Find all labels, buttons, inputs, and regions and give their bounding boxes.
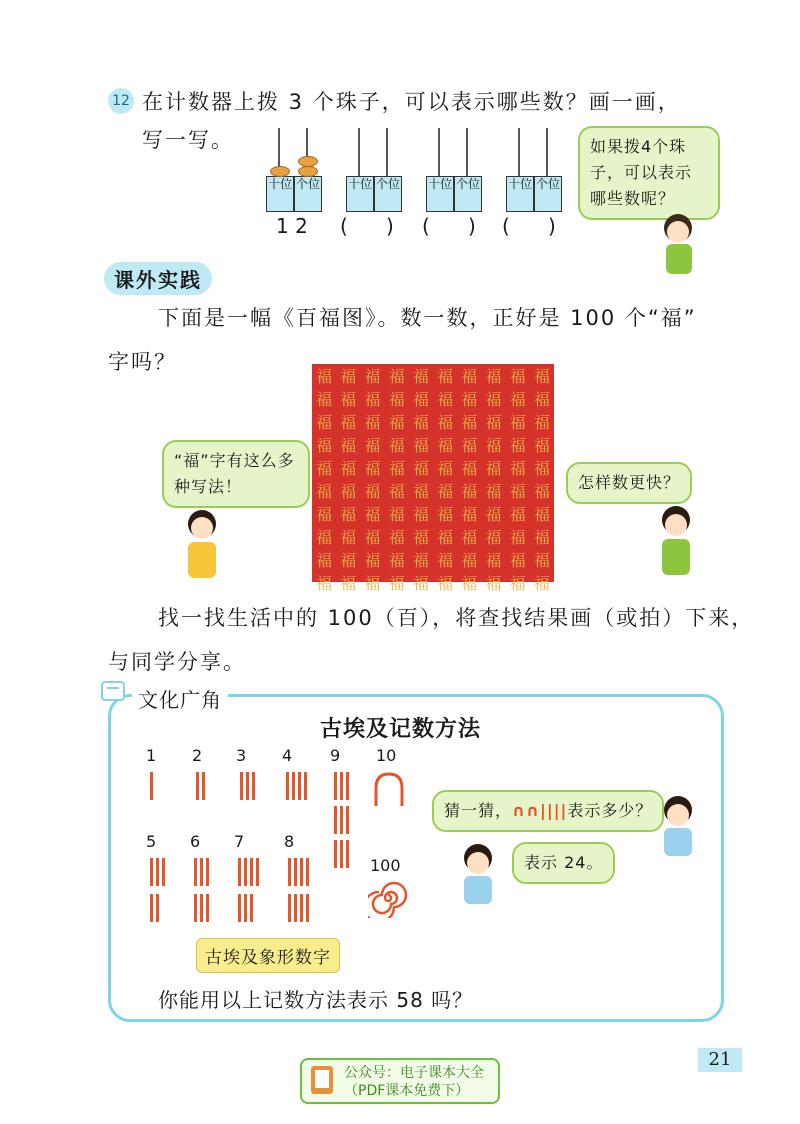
- fu-character: 福: [533, 459, 550, 478]
- guess-suffix: 表示多少？: [567, 801, 653, 820]
- girl-figure-icon: [650, 210, 710, 278]
- place-value-cell: 十位: [426, 176, 454, 212]
- answer-blank-1: ( ): [340, 214, 394, 238]
- tally-stroke: [292, 772, 295, 800]
- tally-stroke: [346, 772, 349, 800]
- fu-character: 福: [412, 367, 429, 386]
- problem-text-line1: 在计数器上拨 3 个珠子，可以表示哪些数？画一画，: [142, 90, 681, 114]
- tally-stroke: [240, 772, 243, 800]
- tally-stroke: [304, 772, 307, 800]
- tally-stroke: [250, 858, 253, 886]
- fu-character: 福: [316, 551, 333, 570]
- abacus: [346, 128, 404, 191]
- fu-character: 福: [485, 390, 502, 409]
- fu-character: 福: [533, 482, 550, 501]
- fu-character: 福: [316, 482, 333, 501]
- fu-character: 福: [316, 436, 333, 455]
- fu-character: 福: [364, 390, 381, 409]
- fu-character: 福: [533, 574, 550, 593]
- fu-character: 福: [485, 413, 502, 432]
- fu-bubble: “福”字有这么多种写法！: [162, 440, 310, 508]
- fu-character: 福: [364, 367, 381, 386]
- answer-bubble: 表示 24。: [512, 842, 615, 884]
- numeral-label: 100: [370, 856, 401, 875]
- tally-stroke: [244, 858, 247, 886]
- answer-blank-2: ( ): [422, 214, 476, 238]
- caption-label: 古埃及象形数字: [196, 938, 340, 973]
- abacus-rod: [386, 128, 388, 176]
- fu-character: 福: [364, 574, 381, 593]
- fu-character: 福: [461, 551, 478, 570]
- fu-character: 福: [461, 528, 478, 547]
- place-value-cell: 个位: [374, 176, 402, 212]
- numeral-label: 2: [192, 746, 203, 765]
- fu-character: 福: [412, 436, 429, 455]
- section-heading-practice: 课外实践: [104, 262, 212, 295]
- book-icon: [98, 676, 128, 706]
- practice-text-line2: 字吗？: [108, 350, 177, 374]
- problem-text-line2: 写一写。: [142, 128, 234, 152]
- fu-character: 福: [412, 413, 429, 432]
- fu-character: 福: [437, 528, 454, 547]
- fu-character: 福: [316, 528, 333, 547]
- fu-character: 福: [461, 436, 478, 455]
- practice-text-line1: 下面是一幅《百福图》。数一数，正好是 100 个“福”: [158, 306, 697, 330]
- place-value-cell: 个位: [454, 176, 482, 212]
- tally-stroke: [288, 894, 291, 922]
- tally-stroke: [150, 858, 153, 886]
- tally-stroke: [202, 772, 205, 800]
- fu-character: 福: [533, 390, 550, 409]
- fu-character: 福: [509, 482, 526, 501]
- fu-character: 福: [412, 482, 429, 501]
- boy-figure-icon: [652, 794, 704, 858]
- numeral-label: 4: [282, 746, 293, 765]
- fu-character: 福: [485, 505, 502, 524]
- fu-character: 福: [509, 436, 526, 455]
- fu-character: 福: [461, 367, 478, 386]
- tally-stroke: [244, 894, 247, 922]
- tally-stroke: [346, 806, 349, 834]
- hint-bubble: 如果拨4个珠子，可以表示哪些数呢？: [578, 126, 720, 220]
- fu-character: 福: [509, 528, 526, 547]
- fu-character: 福: [388, 482, 405, 501]
- fu-character: 福: [533, 505, 550, 524]
- abacus-rod: [546, 128, 548, 176]
- fu-character: 福: [509, 413, 526, 432]
- tally-stroke: [194, 858, 197, 886]
- fu-character: 福: [485, 551, 502, 570]
- fu-character: 福: [340, 482, 357, 501]
- numeral-label: 8: [284, 832, 295, 851]
- fu-character: 福: [340, 367, 357, 386]
- guess-symbols: ∩∩||||: [512, 801, 568, 820]
- fu-character: 福: [340, 413, 357, 432]
- tally-stroke: [288, 858, 291, 886]
- count-bubble: 怎样数更快？: [566, 462, 692, 504]
- fu-character: 福: [461, 505, 478, 524]
- fu-character: 福: [437, 574, 454, 593]
- tally-stroke: [250, 894, 253, 922]
- fu-character: 福: [485, 459, 502, 478]
- fu-character: 福: [340, 551, 357, 570]
- numeral-label: 5: [146, 832, 157, 851]
- boy-figure-icon: [650, 504, 702, 580]
- fu-character: 福: [509, 367, 526, 386]
- tally-stroke: [196, 772, 199, 800]
- fu-character: 福: [533, 413, 550, 432]
- fu-character: 福: [340, 574, 357, 593]
- culture-question: 你能用以上记数方法表示 58 吗？: [158, 988, 474, 1012]
- abacus: [266, 128, 324, 191]
- tally-stroke: [200, 894, 203, 922]
- fu-character: 福: [388, 551, 405, 570]
- abacus-rod: [438, 128, 440, 176]
- tally-stroke: [340, 840, 343, 868]
- fu-character: 福: [437, 413, 454, 432]
- fu-character: 福: [316, 574, 333, 593]
- fu-character: 福: [340, 505, 357, 524]
- abacus-rod: [358, 128, 360, 176]
- tally-stroke: [286, 772, 289, 800]
- fu-character: 福: [509, 505, 526, 524]
- fu-character: 福: [388, 574, 405, 593]
- tally-stroke: [238, 858, 241, 886]
- numeral-label: 6: [190, 832, 201, 851]
- fu-character: 福: [412, 390, 429, 409]
- abacus-bead: [270, 166, 290, 177]
- fu-character: 福: [316, 413, 333, 432]
- fu-character: 福: [461, 390, 478, 409]
- tally-stroke: [200, 858, 203, 886]
- numeral-label: 7: [234, 832, 245, 851]
- tally-stroke: [306, 858, 309, 886]
- tally-stroke: [252, 772, 255, 800]
- fu-character: 福: [533, 367, 550, 386]
- heel-bone-ten-icon: [372, 772, 406, 808]
- fu-character: 福: [485, 482, 502, 501]
- fu-character: 福: [364, 505, 381, 524]
- find-text-line1: 找一找生活中的 100（百），将查找结果画（或拍）下来，: [158, 606, 755, 630]
- abacus-rod: [518, 128, 520, 176]
- tally-stroke: [150, 894, 153, 922]
- fu-character: 福: [533, 551, 550, 570]
- fu-character: 福: [509, 574, 526, 593]
- fu-character: 福: [388, 528, 405, 547]
- tally-stroke: [346, 840, 349, 868]
- tally-stroke: [206, 894, 209, 922]
- tally-stroke: [256, 858, 259, 886]
- fu-character: 福: [364, 482, 381, 501]
- tally-stroke: [306, 894, 309, 922]
- answer-blank-3: ( ): [502, 214, 556, 238]
- place-value-cell: 十位: [506, 176, 534, 212]
- fu-character: 福: [461, 459, 478, 478]
- fu-character: 福: [461, 413, 478, 432]
- place-value-cell: 个位: [294, 176, 322, 212]
- watermark-box: [300, 1058, 500, 1104]
- fu-character: 福: [437, 459, 454, 478]
- watermark-line2: （PDF课本免费下）: [344, 1083, 470, 1099]
- fu-character: 福: [437, 482, 454, 501]
- tally-stroke: [294, 894, 297, 922]
- numeral-label: 10: [376, 746, 397, 765]
- fu-character: 福: [533, 528, 550, 547]
- fu-character: 福: [437, 367, 454, 386]
- fu-character: 福: [316, 505, 333, 524]
- tally-stroke: [194, 894, 197, 922]
- culture-label: 文化广角: [132, 684, 228, 713]
- fu-character: 福: [364, 528, 381, 547]
- fu-character: 福: [364, 459, 381, 478]
- fu-character: 福: [364, 436, 381, 455]
- tally-stroke: [298, 772, 301, 800]
- problem-number: 12: [108, 88, 134, 114]
- girl-figure-icon: [452, 842, 504, 906]
- hundred-fu-picture: [312, 364, 554, 593]
- fu-character: 福: [437, 505, 454, 524]
- fu-character: 福: [485, 367, 502, 386]
- fu-character: 福: [316, 367, 333, 386]
- numeral-label: 1: [146, 746, 157, 765]
- fu-character: 福: [388, 413, 405, 432]
- fu-character: 福: [509, 551, 526, 570]
- tally-stroke: [334, 806, 337, 834]
- find-text-line2: 与同学分享。: [108, 650, 246, 674]
- tally-stroke: [206, 858, 209, 886]
- fu-character: 福: [509, 390, 526, 409]
- fu-character: 福: [340, 459, 357, 478]
- tally-stroke: [246, 772, 249, 800]
- fu-character: 福: [340, 390, 357, 409]
- fu-character: 福: [509, 459, 526, 478]
- fu-character: 福: [485, 436, 502, 455]
- fu-character: 福: [388, 459, 405, 478]
- watermark-line1: 公众号：电子课本大全: [344, 1065, 484, 1081]
- fu-character: 福: [364, 413, 381, 432]
- place-value-cell: 个位: [534, 176, 562, 212]
- fu-character: 福: [533, 436, 550, 455]
- fu-character: 福: [340, 528, 357, 547]
- fu-character: 福: [412, 528, 429, 547]
- tally-stroke: [300, 858, 303, 886]
- fu-character: 福: [461, 482, 478, 501]
- tally-stroke: [162, 858, 165, 886]
- abacus-bead: [298, 156, 318, 167]
- fu-character: 福: [388, 390, 405, 409]
- abacus: [506, 128, 564, 191]
- answer-example: 1 2: [276, 214, 308, 238]
- tally-stroke: [334, 772, 337, 800]
- tally-stroke: [156, 858, 159, 886]
- guess-prefix: 猜一猜，: [444, 801, 513, 820]
- guess-bubble: [432, 790, 664, 832]
- girl-figure-icon: [176, 508, 228, 582]
- tally-stroke: [238, 894, 241, 922]
- abacus-bead: [298, 166, 318, 177]
- fu-character: 福: [437, 436, 454, 455]
- place-value-cell: 十位: [266, 176, 294, 212]
- fu-character: 福: [316, 390, 333, 409]
- tally-stroke: [334, 840, 337, 868]
- fu-character: 福: [316, 459, 333, 478]
- tally-stroke: [150, 772, 153, 800]
- fu-character: 福: [388, 367, 405, 386]
- abacus: [426, 128, 484, 191]
- coil-hundred-icon: [368, 878, 408, 918]
- numeral-label: 9: [330, 746, 341, 765]
- fu-character: 福: [412, 459, 429, 478]
- tablet-icon: [308, 1064, 336, 1096]
- tally-stroke: [340, 806, 343, 834]
- fu-character: 福: [412, 574, 429, 593]
- tally-stroke: [156, 894, 159, 922]
- tally-stroke: [340, 772, 343, 800]
- fu-character: 福: [364, 551, 381, 570]
- fu-character: 福: [412, 505, 429, 524]
- fu-character: 福: [412, 551, 429, 570]
- fu-character: 福: [485, 528, 502, 547]
- numeral-label: 3: [236, 746, 247, 765]
- culture-title: 古埃及记数方法: [320, 717, 482, 742]
- fu-character: 福: [437, 551, 454, 570]
- page-number: 21: [698, 1048, 742, 1072]
- abacus-rod: [466, 128, 468, 176]
- fu-character: 福: [485, 574, 502, 593]
- fu-character: 福: [388, 505, 405, 524]
- fu-character: 福: [340, 436, 357, 455]
- fu-character: 福: [461, 574, 478, 593]
- fu-character: 福: [388, 436, 405, 455]
- tally-stroke: [300, 894, 303, 922]
- place-value-cell: 十位: [346, 176, 374, 212]
- fu-character: 福: [437, 390, 454, 409]
- tally-stroke: [294, 858, 297, 886]
